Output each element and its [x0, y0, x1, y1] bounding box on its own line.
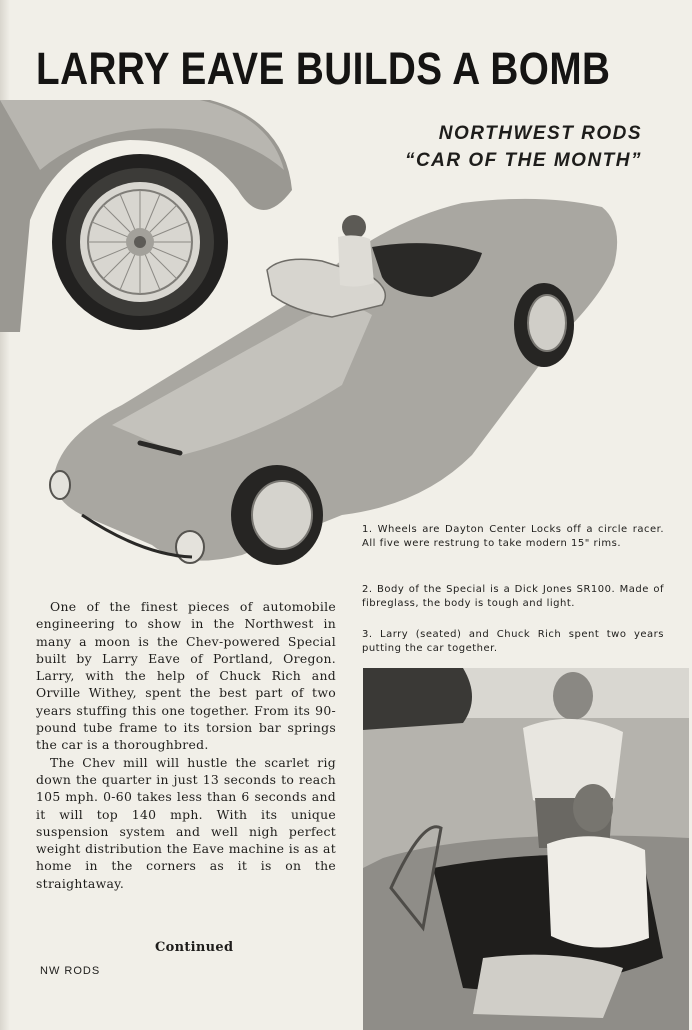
- caption-1: 1. Wheels are Dayton Center Locks off a circle racer. All five were restrung to take modern 15" rims.: [362, 524, 664, 549]
- caption-3: 3. Larry (seated) and Chuck Rich spent two years putting the car together.: [362, 629, 664, 654]
- paragraph-1: One of the finest pieces of automobile engineering to show in the Northwest in many a moon is the Chev-powered Special built by Larry Eave of Portland, Oregon. Larry, with the help of Chuck Rich and Orville Withey, spent the best part of two years stuffing this one together. From its 90-pound tube frame to its torsion bar springs the car is a thoroughbred.: [36, 599, 336, 753]
- continued-link[interactable]: Continued: [155, 940, 234, 955]
- paragraph-2: The Chev mill will hustle the scarlet rig down the quarter in just 13 seconds to reach 105 mph. 0-60 takes less than 6 seconds and it will top 140 mph. With its unique suspension system and well nigh perfect weight distribution the Eave machine is as at home in the corners as it is on the straightaway.: [36, 754, 336, 891]
- subhead-line-2: “CAR OF THE MONTH”: [404, 150, 642, 171]
- drivers-photo: [363, 668, 689, 1030]
- caption-2: 2. Body of the Special is a Dick Jones SR100. Made of fibreglass, the body is tough and light.: [362, 584, 664, 609]
- subhead: [405, 120, 642, 174]
- footer-publication: NW RODS: [40, 965, 101, 977]
- headline: LARRY EAVE BUILDS A BOMB: [36, 43, 611, 94]
- subhead-line-1: NORTHWEST RODS: [438, 123, 642, 144]
- article-body: [36, 598, 336, 892]
